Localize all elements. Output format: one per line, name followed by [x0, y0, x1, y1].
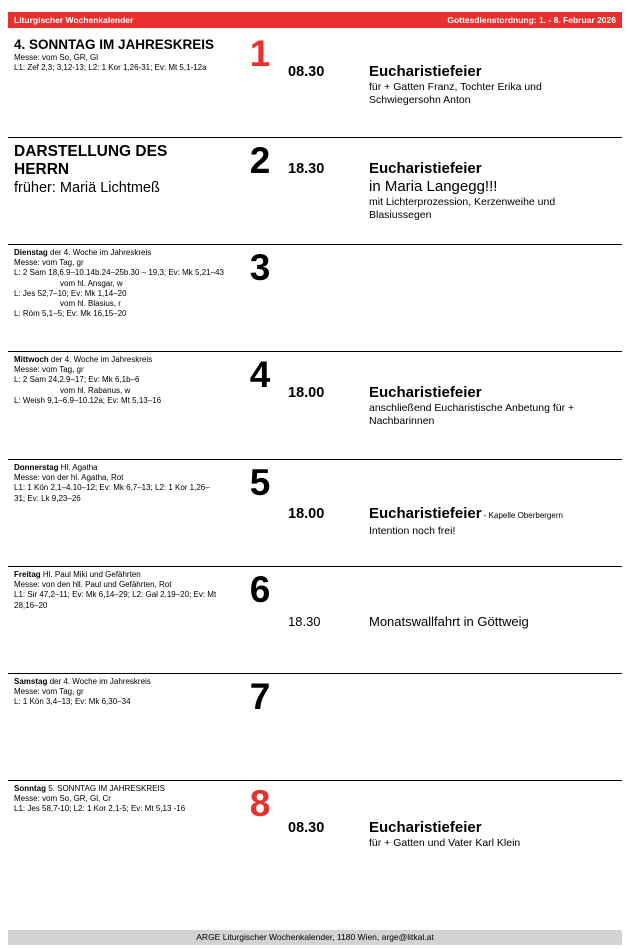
day-4-time: 18.00 — [288, 385, 325, 401]
day-3-weekday: Dienstag — [14, 248, 48, 257]
day-4-number: 4 — [249, 354, 271, 395]
day-1-event-desc: für + Gatten Franz, Tochter Erika und Schwiegersohn Anton — [369, 81, 542, 106]
day-5-number: 5 — [249, 462, 271, 503]
day-7-messe: Messe: vom Tag, gr — [14, 687, 84, 697]
day-1-number: 1 — [249, 33, 271, 74]
day-2-event-title2: in Maria Langegg!!! — [369, 178, 498, 195]
divider — [8, 137, 622, 138]
day-1-title: 4. SONNTAG IM JAHRESKREIS — [14, 37, 215, 52]
day-3-week: der 4. Woche im Jahreskreis — [47, 248, 152, 257]
day-6-readings: L1: Sir 47,2–11; Ev: Mk 6,14–29; L2: Gal 2,19–20; Ev: Mt 28,16–20 — [14, 590, 217, 610]
day-2-event-title: Eucharistiefeier — [369, 160, 482, 177]
day-2-subtitle: früher: Mariä Lichtmeß — [14, 180, 160, 196]
day-3-memorial-1: vom hl. Ansgar, w — [60, 278, 123, 288]
day-1-event-title: Eucharistiefeier — [369, 63, 482, 80]
day-8-weekday: Sonntag — [14, 784, 46, 793]
divider — [8, 351, 622, 352]
day-4-memorial-1: vom hl. Rabanus, w — [60, 385, 131, 395]
day-3-messe: Messe: vom Tag, gr — [14, 258, 84, 268]
day-4-readings-2: L: Weish 9,1–6.9–10.12a; Ev: Mt 5,13–16 — [14, 395, 162, 405]
day-5-event-place: - Kapelle Oberbergern — [481, 511, 563, 520]
day-5-time: 18.00 — [288, 506, 325, 522]
day-1-readings: L1: Zef 2,3; 3,12-13; L2: 1 Kor 1,26-31; Ev: Mt 5,1-12a — [14, 63, 207, 73]
day-4-liturgy — [14, 355, 246, 406]
divider — [8, 673, 622, 674]
day-2-event — [369, 160, 619, 222]
day-6-liturgy — [14, 570, 224, 611]
day-3-number: 3 — [249, 247, 271, 288]
day-5-weekday: Donnerstag — [14, 463, 59, 472]
day-3-readings-2: L: Jes 52,7–10; Ev: Mk 1,14–20 — [14, 288, 127, 298]
day-6-event-title: Monatswallfahrt in Göttweig — [369, 614, 529, 629]
day-7-number: 7 — [249, 676, 271, 717]
day-7-liturgy — [14, 677, 246, 708]
day-4-event-desc: anschließend Eucharistische Anbetung für + Nachbarinnen — [369, 402, 575, 427]
day-1-liturgy — [14, 36, 246, 73]
day-6-time: 18.30 — [288, 614, 321, 629]
day-3-liturgy — [14, 248, 229, 319]
divider — [8, 780, 622, 781]
header-date-range: Gottesdienstordnung: 1. - 8. Februar 2026 — [447, 15, 616, 25]
day-5-event-desc: Intention noch frei! — [369, 525, 456, 537]
day-7-week: der 4. Woche im Jahreskreis — [47, 677, 151, 686]
day-1-messe: Messe: vom So, GR, Gl — [14, 53, 99, 62]
day-8-event-title: Eucharistiefeier — [369, 819, 482, 836]
day-5-feast: Hl. Agatha — [58, 463, 98, 472]
day-1-event — [369, 63, 619, 107]
day-5-event — [369, 505, 619, 538]
day-8-messe: Messe: vom So, GR, Gl, Cr — [14, 794, 111, 804]
day-6-feast: Hl. Paul Miki und Gefährten — [40, 570, 141, 579]
day-8-number: 8 — [249, 783, 271, 824]
day-7-weekday: Samstag — [14, 677, 48, 686]
divider — [8, 459, 622, 460]
day-3-memorial-2: vom hl. Blasius, r — [60, 299, 121, 309]
day-8-liturgy — [14, 784, 246, 815]
day-5-readings: L1: 1 Kön 2,1–4.10–12; Ev: Mk 6,7–13; L2: 1 Kor 1,26–31; Ev: Lk 9,23–26 — [14, 483, 210, 503]
day-8-time: 08.30 — [288, 820, 325, 836]
day-2-title: DARSTELLUNG DES HERRN — [14, 143, 168, 178]
day-2-time: 18.30 — [288, 161, 325, 177]
day-3-readings: L: 2 Sam 18,6.9–10.14b.24–25b.30 – 19,3; Ev: Mk 5,21–43 — [14, 268, 224, 278]
day-7-readings: L: 1 Kön 3,4–13; Ev: Mk 6,30–34 — [14, 697, 131, 707]
day-8-feast: 5. SONNTAG IM JAHRESKREIS — [46, 784, 165, 793]
day-4-event-title: Eucharistiefeier — [369, 384, 482, 401]
header-bar — [8, 12, 622, 28]
day-5-messe: Messe: von der hl. Agatha, Rot — [14, 473, 124, 483]
day-4-messe: Messe: vom Tag, gr — [14, 365, 84, 375]
divider — [8, 244, 622, 245]
day-2-event-desc: mit Lichterprozession, Kerzenweihe und Blasiussegen — [369, 196, 556, 221]
day-2-liturgy — [14, 143, 246, 197]
day-8-readings: L1: Jes 58,7-10; L2: 1 Kor 2,1-5; Ev: Mt 5,13 -16 — [14, 804, 186, 814]
day-6-number: 6 — [249, 569, 271, 610]
day-4-readings: L: 2 Sam 24,2.9–17; Ev: Mk 6,1b–6 — [14, 375, 140, 385]
day-4-event — [369, 384, 619, 428]
day-5-liturgy — [14, 463, 214, 504]
day-3-readings-3: L: Röm 5,1–5; Ev: Mk 16,15–20 — [14, 309, 127, 319]
day-8-event-desc: für + Gatten und Vater Karl Klein — [369, 837, 521, 849]
day-4-week: der 4. Woche im Jahreskreis — [48, 355, 153, 364]
day-6-event — [369, 614, 619, 629]
day-6-messe: Messe: von den hll. Paul und Gefährten, Rot — [14, 580, 172, 590]
divider — [8, 566, 622, 567]
day-4-weekday: Mittwoch — [14, 355, 49, 364]
day-8-event — [369, 819, 619, 850]
day-1-time: 08.30 — [288, 64, 325, 80]
day-2-number: 2 — [249, 140, 271, 181]
day-6-weekday: Freitag — [14, 570, 41, 579]
day-5-event-title: Eucharistiefeier — [369, 505, 482, 522]
header-title: Liturgischer Wochenkalender — [14, 15, 134, 25]
footer: ARGE Liturgischer Wochenkalender, 1180 Wien, arge@litkal.at — [8, 930, 622, 945]
